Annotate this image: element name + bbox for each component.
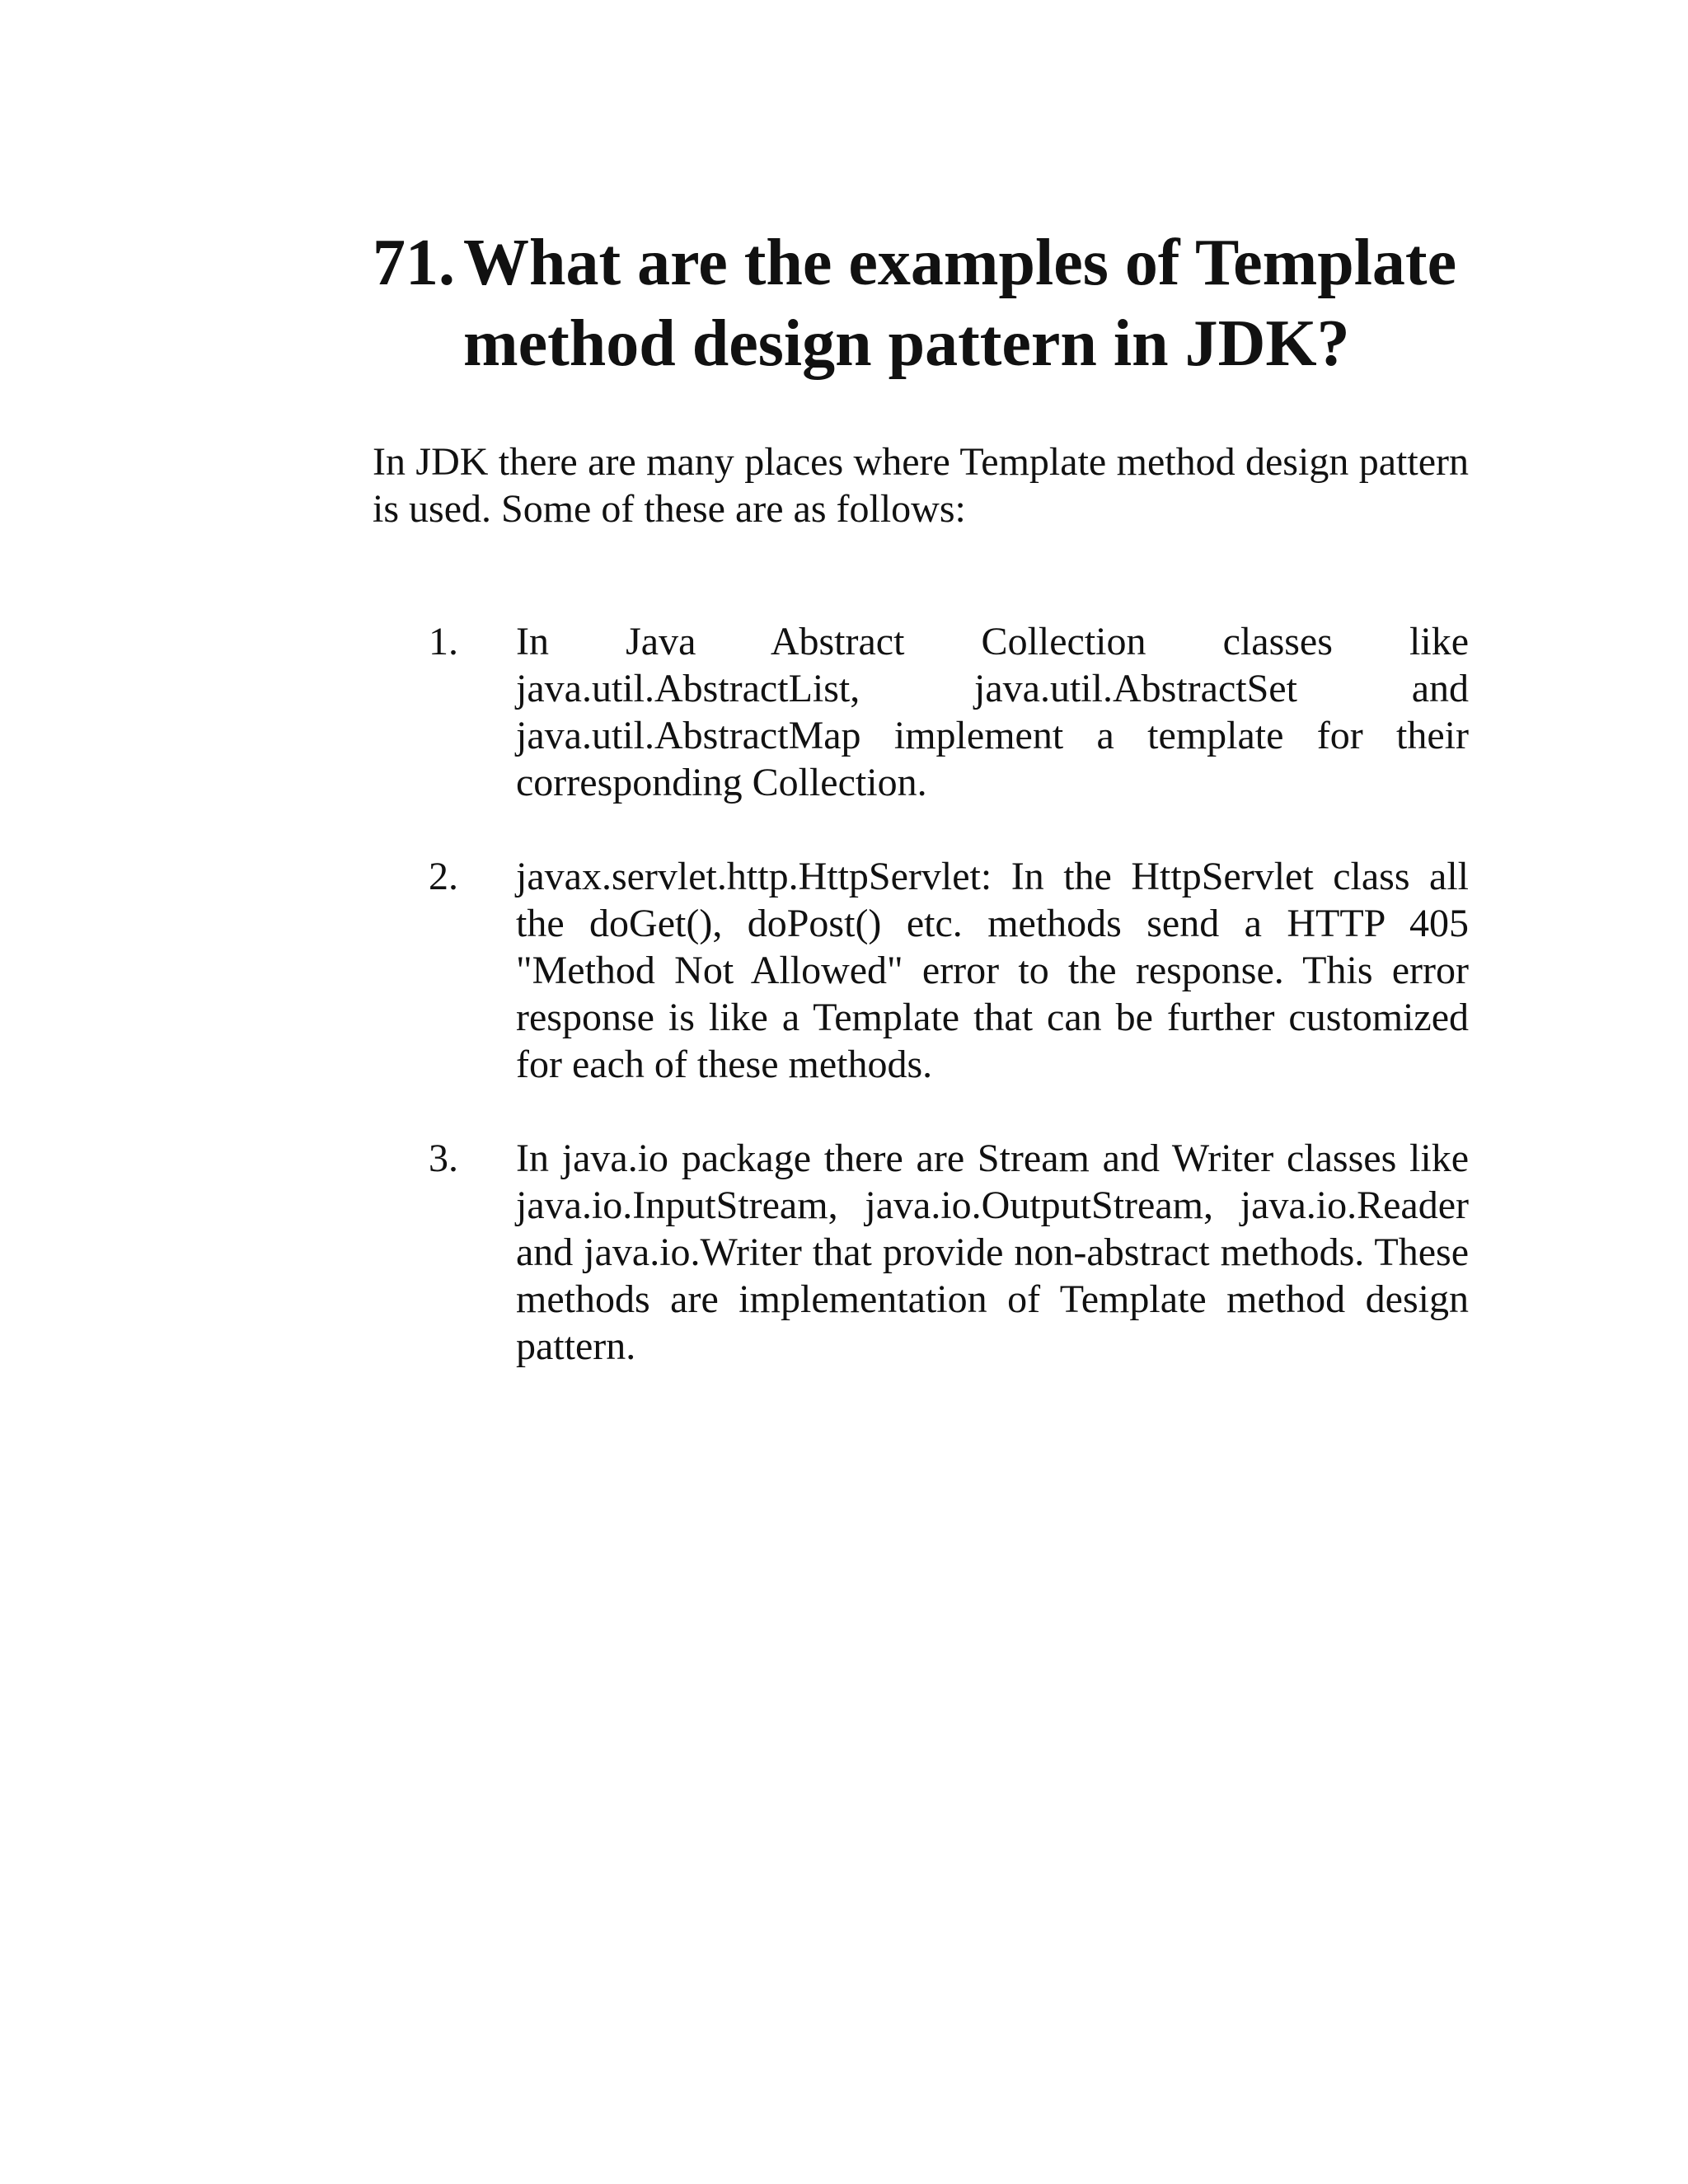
examples-list [373,618,1469,1370]
intro-paragraph: In JDK there are many places where Template method design pattern is used. Some of these are as follows: [373,440,1469,531]
question-title: What are the examples of Template method design pattern in JDK? [463,227,1457,380]
list-item [373,618,1469,806]
list-item-text: In java.io package there are Stream and Writer classes like java.io.InputStream, java.io.OutputStream, java.io.Reader and java.io.Writer that provide non-abstract methods. These methods are implementation of Template method design pattern. [516,1137,1469,1368]
list-item [373,1135,1469,1370]
question-number: 71. [373,227,455,299]
question-heading [373,223,1469,384]
page-content [373,223,1469,1417]
list-item-number: 1. [429,620,458,663]
list-item-number: 2. [429,855,458,898]
list-item [373,853,1469,1088]
list-item-text: In Java Abstract Collection classes like java.util.AbstractList, java.util.AbstractSet and java.util.AbstractMap implement a template for their corresponding Collection. [516,620,1469,804]
list-item-text: javax.servlet.http.HttpServlet: In the HttpServlet class all the doGet(), doPost() etc. methods send a HTTP 405 "Method Not Allowed" error to the response. This error response is like a Template that can be further customized for each of these methods. [516,855,1469,1086]
list-item-number: 3. [429,1137,458,1180]
